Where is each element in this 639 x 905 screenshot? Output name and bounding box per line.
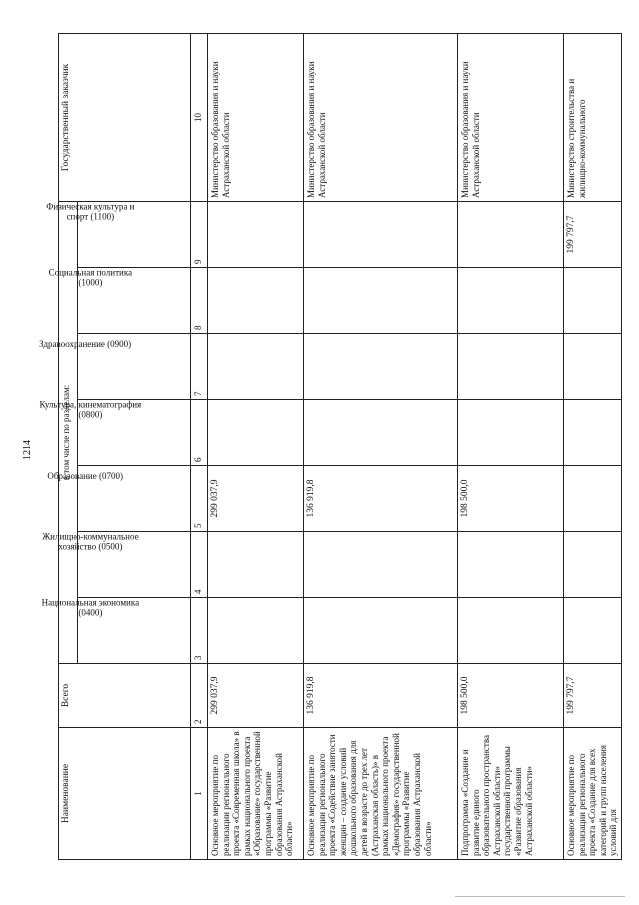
row-cell-0400 — [304, 598, 458, 664]
row-cell-0900 — [564, 334, 622, 400]
header-section-0900 — [39, 334, 191, 400]
column-number: 7 — [191, 334, 208, 400]
row-cell-0700 — [564, 466, 622, 532]
column-number: 4 — [191, 532, 208, 598]
header-section-1100 — [46, 201, 191, 268]
row-cell-0500 — [564, 532, 622, 598]
header-section-label: Социальная политика (1000) — [48, 267, 133, 288]
row-cell-0800 — [458, 400, 564, 466]
table-row — [458, 34, 564, 860]
row-cell-1100: 199 797,7 — [564, 202, 622, 268]
row-cell-0500 — [458, 532, 564, 598]
column-numbers-row — [191, 34, 208, 860]
budget-table — [39, 33, 622, 860]
bottom-divider — [455, 896, 625, 897]
table-row — [564, 34, 622, 860]
row-customer: Министерство строительства и жилищно-коммунального — [564, 34, 622, 202]
row-cell-0900 — [458, 334, 564, 400]
header-section-label: Образование (0700) — [47, 470, 123, 481]
row-cell-0400 — [564, 598, 622, 664]
column-number: 8 — [191, 268, 208, 334]
header-section-label: Культура, кинематография (0800) — [39, 399, 142, 420]
header-section-label: Физическая культура и спорт (1100) — [46, 201, 135, 222]
row-cell-0900 — [304, 334, 458, 400]
row-total: 199 797,7 — [564, 664, 622, 728]
column-number: 2 — [191, 664, 208, 728]
header-section-label: Жилищно-коммунальное хозяйство (0500) — [42, 531, 139, 552]
row-cell-0800 — [564, 400, 622, 466]
header-section-0700 — [47, 466, 191, 532]
header-customer: Государственный заказчик — [59, 34, 191, 202]
row-name: Основное мероприятие по реализации регионального проекта «Создание для всех категорий и групп населения условий для — [564, 728, 622, 860]
column-number: 6 — [191, 400, 208, 466]
row-total: 299 037,9 — [208, 664, 304, 728]
row-customer: Министерство образования и науки Астраханской области — [208, 34, 304, 202]
column-number: 3 — [191, 598, 208, 664]
row-cell-0700: 198 500,0 — [458, 466, 564, 532]
row-customer: Министерство образования и науки Астраханской области — [304, 34, 458, 202]
row-total: 136 919,8 — [304, 664, 458, 728]
row-cell-1000 — [304, 268, 458, 334]
row-cell-0700: 299 037,9 — [208, 466, 304, 532]
column-number: 1 — [191, 728, 208, 860]
table-row — [208, 34, 304, 860]
table-row — [304, 34, 458, 860]
row-name: Основное мероприятие по реализации регионального проекта «Современная школа» в рамках национального проекта «Образование» государственной программы «Развитие образования Астраханской области» — [208, 728, 304, 860]
header-name: Наименование — [59, 728, 191, 860]
row-cell-0500 — [304, 532, 458, 598]
header-section-label: Здравоохранение (0900) — [39, 338, 132, 349]
row-cell-0900 — [208, 334, 304, 400]
rotated-table-container — [39, 34, 619, 860]
row-cell-1000 — [208, 268, 304, 334]
column-number: 5 — [191, 466, 208, 532]
header-sections-group: в том числе по разделам: — [59, 202, 78, 664]
row-cell-0500 — [208, 532, 304, 598]
row-customer: Министерство образования и науки Астраханской области — [458, 34, 564, 202]
row-cell-1100 — [208, 202, 304, 268]
row-cell-0400 — [208, 598, 304, 664]
row-name: Основное мероприятие по реализации регионального проекта «Содействие занятости женщин – создание условий дошкольного образования для детей в возрасте до трех лет (Астраханская область)» в рамках национального проекта «Демография» государственной программы «Развитие образования Астраханской области» — [304, 728, 458, 860]
row-cell-1000 — [564, 268, 622, 334]
header-section-0400 — [41, 597, 191, 664]
header-section-0500 — [42, 531, 191, 598]
row-cell-0400 — [458, 598, 564, 664]
header-row-1 — [59, 34, 78, 860]
header-total: Всего — [59, 664, 191, 728]
row-cell-0700: 136 919,8 — [304, 466, 458, 532]
column-number: 9 — [191, 202, 208, 268]
row-cell-0800 — [208, 400, 304, 466]
row-cell-1100 — [458, 202, 564, 268]
header-section-label: Национальная экономика (0400) — [41, 597, 140, 618]
column-number: 10 — [191, 34, 208, 202]
row-cell-1100 — [304, 202, 458, 268]
row-cell-0800 — [304, 400, 458, 466]
row-total: 198 500,0 — [458, 664, 564, 728]
header-section-1000 — [48, 267, 191, 334]
page-number: 1214 — [22, 440, 33, 460]
row-cell-1000 — [458, 268, 564, 334]
row-name: Подпрограмма «Создание и развитие единого образовательного пространства Астраханской области» государственной программы «Развитие образования Астраханской области» — [458, 728, 564, 860]
